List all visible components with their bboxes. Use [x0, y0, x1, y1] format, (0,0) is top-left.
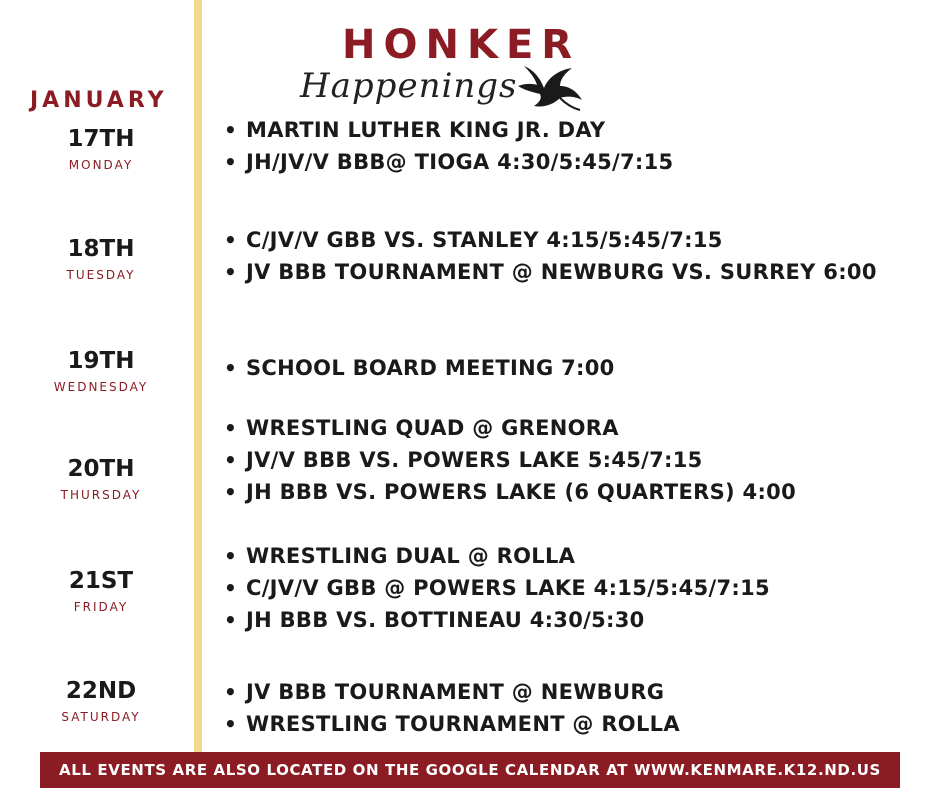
day-number: 20TH — [67, 456, 135, 482]
event-item: • JV BBB TOURNAMENT @ NEWBURG VS. SURREY 6:00 — [224, 256, 924, 288]
day-number: 17TH — [67, 126, 135, 152]
day-of-week: TUESDAY — [66, 268, 136, 282]
day-of-week: WEDNESDAY — [53, 380, 149, 394]
event-list — [224, 352, 924, 384]
day-label — [36, 568, 166, 614]
month-label: JANUARY — [30, 88, 168, 113]
event-list — [224, 114, 924, 178]
page-title: HONKER — [342, 22, 581, 68]
event-list — [224, 540, 924, 636]
event-item: • WRESTLING QUAD @ GRENORA — [224, 412, 924, 444]
day-of-week: SATURDAY — [61, 710, 141, 724]
event-item: • SCHOOL BOARD MEETING 7:00 — [224, 352, 924, 384]
event-list — [224, 412, 924, 508]
day-label — [36, 456, 166, 502]
page-subtitle: Happenings — [300, 66, 518, 106]
day-number: 22ND — [65, 678, 137, 704]
event-item: • WRESTLING DUAL @ ROLLA — [224, 540, 924, 572]
day-number: 21ST — [68, 568, 134, 594]
event-item: • JH/JV/V BBB@ TIOGA 4:30/5:45/7:15 — [224, 146, 924, 178]
event-item: • JH BBB VS. POWERS LAKE (6 QUARTERS) 4:00 — [224, 476, 924, 508]
day-label — [36, 678, 166, 724]
event-item: • JH BBB VS. BOTTINEAU 4:30/5:30 — [224, 604, 924, 636]
event-item: • WRESTLING TOURNAMENT @ ROLLA — [224, 708, 924, 740]
day-of-week: THURSDAY — [60, 488, 142, 502]
event-list — [224, 224, 924, 288]
day-of-week: FRIDAY — [73, 600, 129, 614]
header — [300, 18, 600, 118]
day-of-week: MONDAY — [68, 158, 134, 172]
day-number: 18TH — [67, 236, 135, 262]
event-item: • C/JV/V GBB VS. STANLEY 4:15/5:45/7:15 — [224, 224, 924, 256]
day-number: 19TH — [67, 348, 135, 374]
footer-text: ALL EVENTS ARE ALSO LOCATED ON THE GOOGLE CALENDAR AT WWW.KENMARE.K12.ND.US — [59, 761, 881, 779]
day-label — [36, 126, 166, 172]
event-item: • JV/V BBB VS. POWERS LAKE 5:45/7:15 — [224, 444, 924, 476]
event-list — [224, 676, 924, 740]
goose-icon — [514, 56, 586, 114]
event-item: • JV BBB TOURNAMENT @ NEWBURG — [224, 676, 924, 708]
day-label — [36, 236, 166, 282]
event-item: • C/JV/V GBB @ POWERS LAKE 4:15/5:45/7:15 — [224, 572, 924, 604]
day-label — [36, 348, 166, 394]
footer-banner — [40, 752, 900, 788]
divider-bar — [194, 0, 202, 752]
event-item: • MARTIN LUTHER KING JR. DAY — [224, 114, 924, 146]
